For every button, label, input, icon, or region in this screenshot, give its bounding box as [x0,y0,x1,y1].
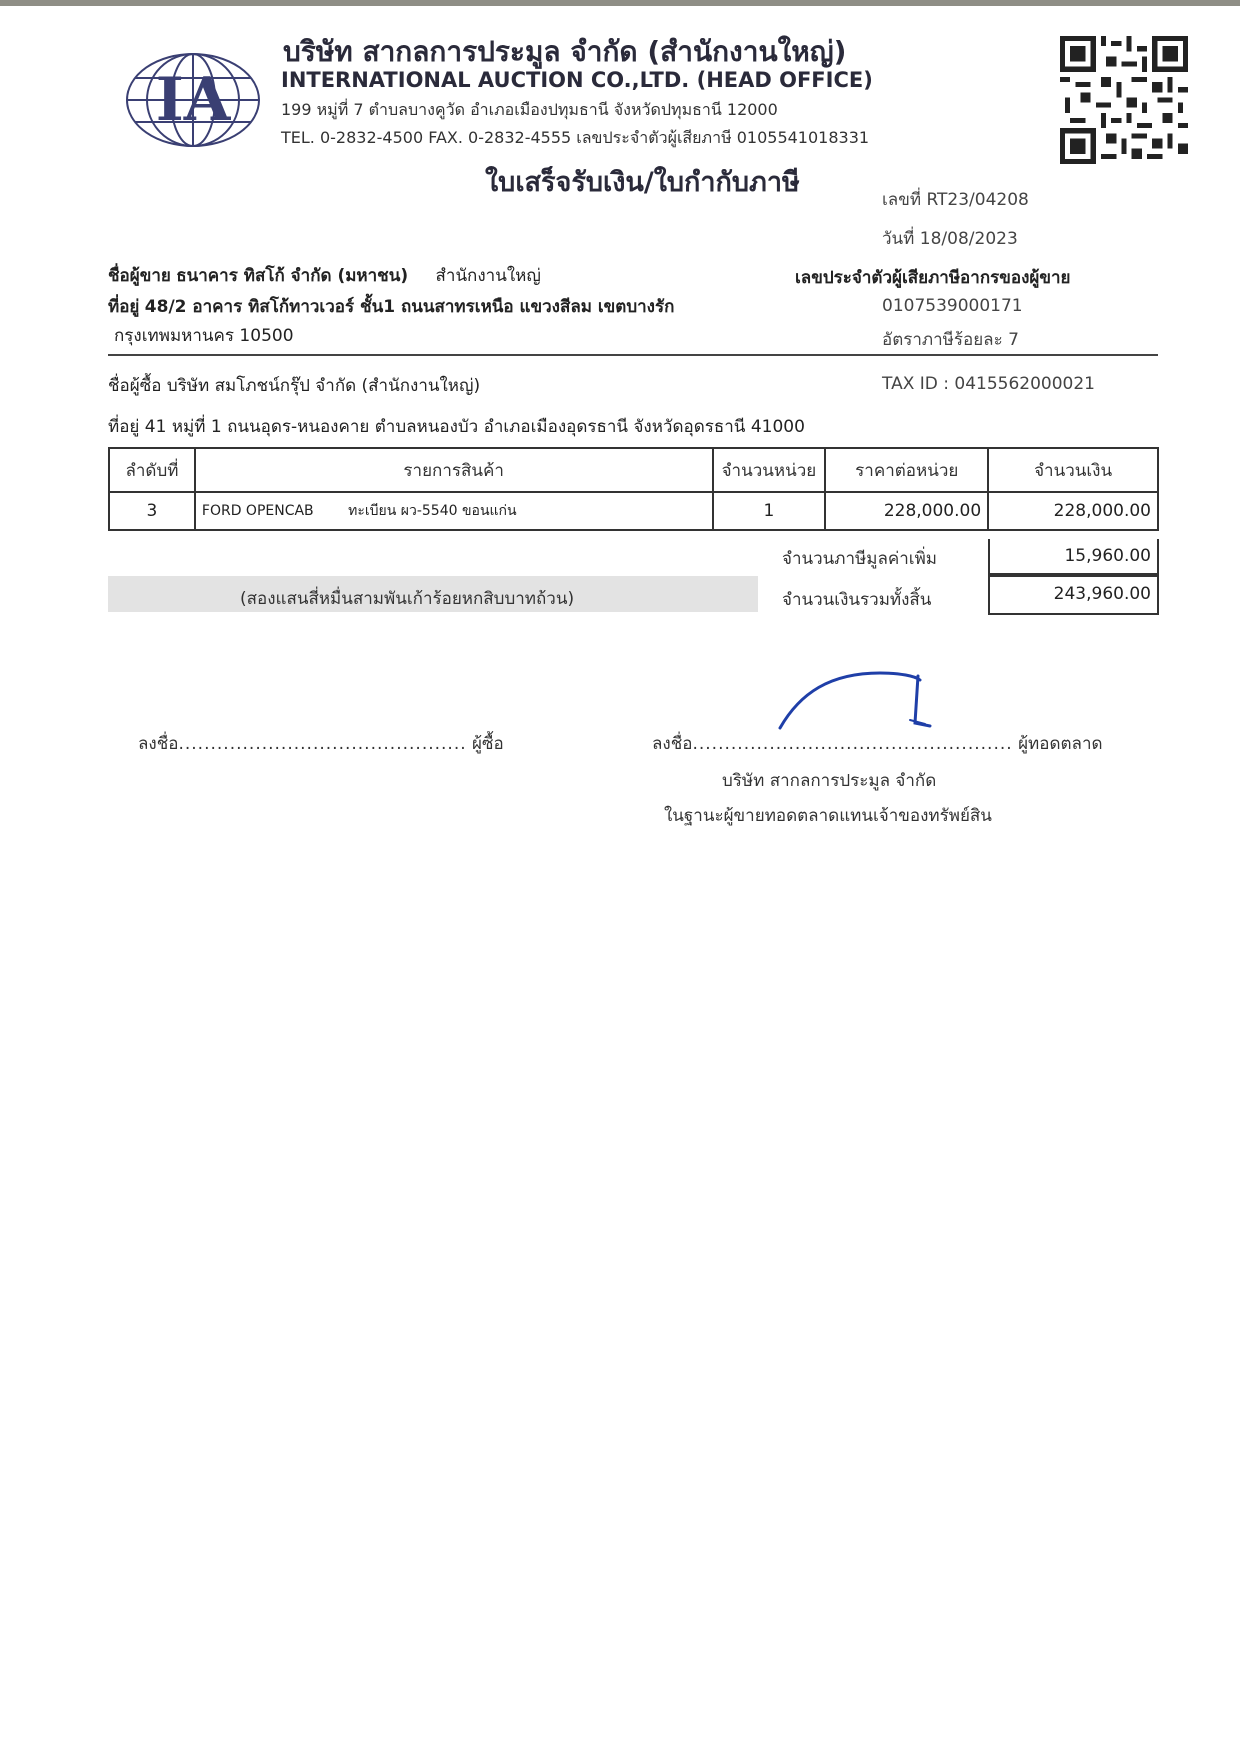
cell-amount: 228,000.00 [988,492,1158,530]
document-number-label: เลขที่ [882,190,922,210]
buyer-sign-dots: ............................................. [178,734,467,754]
header-seq: ลำดับที่ [109,448,195,492]
seller-name [108,262,541,289]
vat-label: จำนวนภาษีมูลค่าเพิ่ม [782,549,938,569]
auctioneer-sign-prefix: ลงชื่อ [652,734,693,754]
grand-total-label: จำนวนเงินรวมทั้งสิ้น [782,590,932,610]
buyer-tax-id: TAX ID : 0415562000021 [882,374,1095,394]
company-address: 199 หมู่ที่ 7 ตำบลบางคูวัด อำเภอเมืองปทุมธานี จังหวัดปทุมธานี 12000 [281,100,778,119]
buyer-sign-prefix: ลงชื่อ [138,734,179,754]
buyer-address-value: 41 หมู่ที่ 1 ถนนอุดร-หนองคาย ตำบลหนองบัว อำเภอเมืองอุดรธานี จังหวัดอุดรธานี 41000 [144,417,805,437]
cell-seq: 3 [109,492,195,530]
auctioneer-capacity: ในฐานะผู้ขายทอดตลาดแทนเจ้าของทรัพย์สิน [664,806,992,826]
logo-text: IA [155,65,231,135]
document-number [882,186,1029,213]
company-logo [123,50,263,150]
header-unit-price: ราคาต่อหน่วย [825,448,988,492]
document-title: ใบเสร็จรับเงิน/ใบกำกับภาษี [485,167,800,198]
qr-code [1060,36,1188,164]
cell-item-detail: ทะเบียน ผว-5540 ขอนแก่น [348,503,517,519]
cell-item-name: FORD OPENCAB [201,503,314,519]
document-date-label: วันที่ [882,229,915,249]
vat-amount: 15,960.00 [988,539,1159,575]
grand-total-amount: 243,960.00 [988,575,1159,615]
seller-name-value: ธนาคาร ทิสโก้ จำกัด (มหาชน) [176,266,409,286]
header-qty: จำนวนหน่วย [713,448,826,492]
vat-rate: อัตราภาษีร้อยละ 7 [882,330,1019,350]
auctioneer-signature-line [652,730,1103,757]
buyer-sign-role: ผู้ซื้อ [472,734,504,754]
company-name-thai: บริษัท สากลการประมูล จำกัด (สำนักงานใหญ่) [283,35,847,68]
buyer-name-label: ชื่อผู้ซื้อ [108,376,162,396]
table-row [109,492,1158,530]
items-table [108,447,1159,531]
buyer-signature-line [138,730,504,757]
buyer-address [108,413,805,440]
auctioneer-sign-dots: .................................................. [692,734,1013,754]
amount-in-words: (สองแสนสี่หมื่นสามพันเก้าร้อยหกสิบบาทถ้วน) [240,589,575,609]
document-date [882,225,1018,252]
company-name-english: INTERNATIONAL AUCTION CO.,LTD. (HEAD OFFICE) [281,68,873,92]
section-divider [108,354,1158,356]
seller-tax-id-label: เลขประจำตัวผู้เสียภาษีอากรของผู้ขาย [795,268,1071,288]
header-amount: จำนวนเงิน [988,448,1158,492]
document-number-value: RT23/04208 [926,190,1029,210]
seller-address-line2: กรุงเทพมหานคร 10500 [114,326,294,346]
cell-qty: 1 [713,492,826,530]
seller-address-label: ที่อยู่ [108,297,140,317]
buyer-address-label: ที่อยู่ [108,417,140,437]
cell-unit-price: 228,000.00 [825,492,988,530]
seller-branch: สำนักงานใหญ่ [435,266,541,286]
auctioneer-sign-role: ผู้ทอดตลาด [1018,734,1103,754]
buyer-name-value: บริษัท สมโภชน์กรุ๊ป จำกัด (สำนักงานใหญ่) [166,376,481,396]
company-contact: TEL. 0-2832-4500 FAX. 0-2832-4555 เลขประจำตัวผู้เสียภาษี 0105541018331 [281,128,870,147]
seller-address-value: 48/2 อาคาร ทิสโก้ทาวเวอร์ ชั้น1 ถนนสาทรเหนือ แขวงสีลม เขตบางรัก [144,297,675,317]
buyer-name [108,372,480,399]
seller-address [108,293,674,320]
document-date-value: 18/08/2023 [919,229,1018,249]
seller-tax-id: 0107539000171 [882,296,1023,316]
table-header-row [109,448,1158,492]
seller-name-label: ชื่อผู้ขาย [108,266,171,286]
auctioneer-company: บริษัท สากลการประมูล จำกัด [722,771,937,791]
scan-edge [0,0,1240,6]
header-item: รายการสินค้า [195,448,713,492]
cell-item [195,492,713,530]
